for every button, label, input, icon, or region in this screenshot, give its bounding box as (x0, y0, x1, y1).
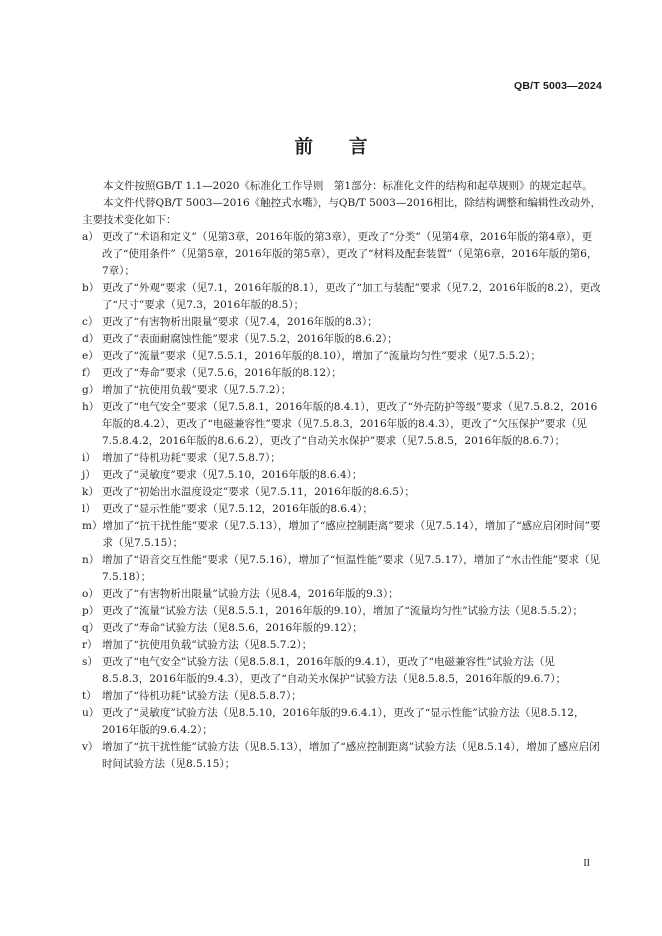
list-item (82, 229, 602, 280)
list-marker: u） (82, 707, 100, 719)
list-marker: j） (82, 469, 96, 481)
list-item (82, 552, 602, 586)
list-text: 增加了“抗使用负载”要求（见7.5.7.2）； (102, 384, 292, 396)
page-number: II (583, 858, 590, 869)
list-text: 增加了“抗干扰性能”要求（见7.5.13），增加了“感应控制距离”要求（见7.5.14），增加了“感应启闭时间”要求（见7.5.15）； (102, 520, 601, 549)
list-item (82, 331, 602, 348)
list-text: 更改了“显示性能”要求（见7.5.12，2016年版的8.6.4）； (102, 503, 373, 515)
list-marker: c） (82, 316, 99, 328)
list-text: 更改了“表面耐腐蚀性能”要求（见7.5.2，2016年版的8.6.2）； (102, 333, 398, 345)
list-text: 更改了“初始出水温度设定”要求（见7.5.11，2016年版的8.6.5）； (102, 486, 415, 498)
list-text: 增加了“抗干扰性能”试验方法（见8.5.13），增加了“感应控制距离”试验方法（见8.5.14），增加了感应启闭时间试验方法（见8.5.15）； (102, 741, 600, 770)
list-text: 更改了“有害物析出限量”试验方法（见8.4，2016年版的9.3）； (102, 588, 399, 600)
list-item (82, 654, 602, 688)
list-item (82, 620, 602, 637)
list-item (82, 484, 602, 501)
list-item (82, 688, 602, 705)
list-item (82, 586, 602, 603)
list-text: 更改了“寿命”要求（见7.5.6，2016年版的8.12）； (102, 367, 342, 379)
list-marker: o） (82, 588, 99, 600)
list-marker: s） (82, 656, 98, 668)
list-marker: h） (82, 401, 100, 413)
list-text: 更改了“流量”试验方法（见8.5.5.1，2016年版的9.10），增加了“流量均匀性”试验方法（见8.5.5.2）； (102, 605, 584, 617)
paragraph: 本文件按照GB/T 1.1—2020《标准化工作导则 第1部分：标准化文件的结构和起草规则》的规定起草。 (103, 180, 593, 192)
list-text: 更改了“流量”要求（见7.5.5.1，2016年版的8.10），增加了“流量均匀性”要求（见7.5.5.2）； (102, 350, 542, 362)
document-body (82, 178, 602, 773)
list-marker: f） (82, 367, 97, 379)
list-item (82, 348, 602, 365)
change-list (82, 229, 602, 773)
list-marker: t） (82, 690, 97, 702)
list-text: 更改了“有害物析出限量”要求（见7.4，2016年版的8.3）； (102, 316, 378, 328)
list-text: 增加了“待机功耗”试验方法（见8.5.8.7）； (102, 690, 302, 702)
list-item (82, 280, 602, 314)
list-item (82, 399, 602, 450)
list-item (82, 705, 602, 739)
list-item (82, 450, 602, 467)
list-marker: r） (82, 639, 98, 651)
list-item (82, 382, 602, 399)
list-text: 增加了“待机功耗”要求（见7.5.8.7）； (102, 452, 281, 464)
list-marker: q） (82, 622, 100, 634)
list-text: 更改了“外观”要求（见7.1，2016年版的8.1），更改了“加工与装配”要求（见7.2，2016年版的8.2），更改了“尺寸”要求（见7.3，2016年版的8.5）； (102, 282, 601, 311)
list-marker: g） (82, 384, 100, 396)
list-marker: i） (82, 452, 96, 464)
list-item (82, 365, 602, 382)
list-item (82, 518, 602, 552)
list-marker: d） (82, 333, 100, 345)
list-item (82, 637, 602, 654)
list-marker: m） (82, 520, 103, 532)
list-marker: b） (82, 282, 100, 294)
list-text: 增加了“语音交互性能”要求（见7.5.16），增加了“恒温性能”要求（见7.5.17），增加了“水击性能”要求（见7.5.18）； (102, 554, 600, 583)
list-marker: n） (82, 554, 100, 566)
list-marker: k） (82, 486, 99, 498)
list-text: 更改了“电气安全”要求（见7.5.8.1，2016年版的8.4.1），更改了“外壳防护等级”要求（见7.5.8.2，2016年版的8.4.2），更改了“电磁兼容性”要求（见7.5.8.3，2016年版的8.4.3），更改了“欠压保护”要求（见7.5.8.4.2，2016年版的8.6.6.2），更改了“自动关水保护”要求（见7.5.8.5，2016年版的8.6.7）； (102, 401, 598, 447)
list-text: 更改了“电气安全”试验方法（见8.5.8.1，2016年版的9.4.1），更改了“电磁兼容性”试验方法（见8.5.8.3，2016年版的9.4.3），更改了“自动关水保护”试验方法（见8.5.8.5，2016年版的9.6.7）； (102, 656, 567, 685)
list-text: 更改了“术语和定义”（见第3章，2016年版的第3章），更改了“分类”（见第4章，2016年版的第4章），更改了“使用条件”（见第5章，2016年版的第5章），更改了“材料及配套装置”（见第6章，2016年版的第6，7章）； (102, 231, 598, 277)
page-title: 前言 (294, 137, 404, 158)
list-item (82, 467, 602, 484)
list-marker: p） (82, 605, 100, 617)
list-text: 更改了“灵敏度”要求（见7.5.10，2016年版的8.6.4）； (102, 469, 363, 481)
list-marker: l） (82, 503, 96, 515)
standard-code: QB/T 5003—2024 (513, 80, 602, 92)
list-marker: e） (82, 350, 99, 362)
paragraph: 本文件代替QB/T 5003—2016《触控式水嘴》，与QB/T 5003—2016相比，除结构调整和编辑性改动外，主要技术变化如下： (82, 197, 602, 226)
list-text: 更改了“灵敏度”试验方法（见8.5.10，2016年版的9.6.4.1），更改了“显示性能”试验方法（见8.5.12，2016年版的9.6.4.2）； (102, 707, 585, 736)
list-marker: v） (82, 741, 99, 753)
list-item (82, 603, 602, 620)
list-text: 更改了“寿命”试验方法（见8.5.6，2016年版的9.12）； (102, 622, 363, 634)
list-item (82, 501, 602, 518)
list-item (82, 739, 602, 773)
list-item (82, 314, 602, 331)
list-marker: a） (82, 231, 99, 243)
list-text: 增加了“抗使用负载”试验方法（见8.5.7.2）； (102, 639, 313, 651)
